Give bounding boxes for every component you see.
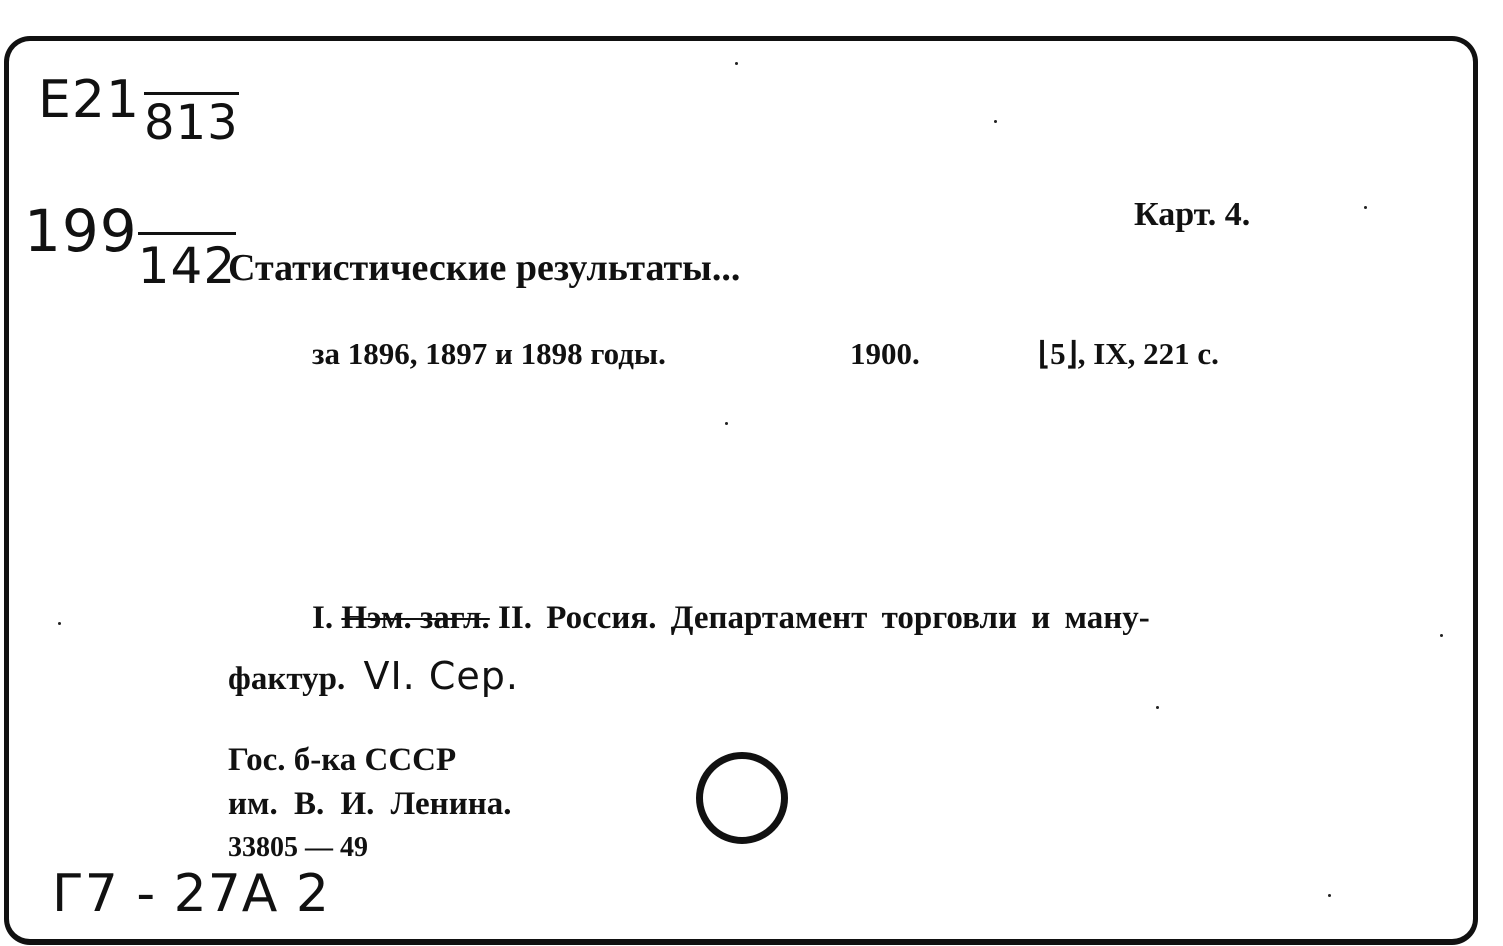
scan-speck — [58, 622, 61, 625]
bottom-code: Г7 - 27А 2 — [52, 864, 330, 924]
shelfmark-main — [24, 197, 237, 295]
record-title: Статистические результаты... — [228, 247, 741, 289]
scan-speck — [725, 422, 728, 425]
handwritten-note: VI. Сер. — [363, 654, 519, 698]
stamp-line-3: 33805 — 49 — [228, 832, 368, 863]
tracing-line-2-text: фактур. — [228, 661, 346, 697]
circle-mark — [696, 752, 788, 844]
shelfmark-top-prefix: E21 — [38, 70, 141, 130]
card-number: Карт. 4. — [1134, 196, 1251, 233]
scan-speck — [1364, 206, 1367, 209]
stamp-line-2: им. В. И. Ленина. — [228, 786, 512, 822]
shelfmark-main-number: 142 — [138, 232, 236, 295]
library-stamp — [228, 738, 511, 870]
record-pagination: ⌊5⌋, IX, 221 с. — [1038, 336, 1219, 371]
shelfmark-top-number: 813 — [144, 92, 239, 149]
tracings-line-2 — [228, 654, 519, 698]
tracing-roman-one: I. — [312, 600, 334, 636]
stamp-line-1: Гос. б-ка СССР — [228, 742, 457, 778]
record-years: за 1896, 1897 и 1898 годы. — [312, 336, 666, 371]
scan-speck — [1440, 634, 1443, 637]
shelfmark-top — [38, 70, 239, 151]
scan-speck — [1328, 894, 1331, 897]
tracing-rest: II. Россия. Департамент торговли и ману- — [498, 600, 1150, 636]
scan-speck — [735, 62, 738, 65]
tracings-line-1 — [312, 600, 1150, 637]
record-pub-year: 1900. — [850, 336, 920, 371]
scan-speck — [994, 120, 997, 123]
shelfmark-main-prefix: 199 — [24, 197, 138, 265]
scan-speck — [1156, 706, 1159, 709]
tracing-struck-text: Нэм. загл. — [341, 600, 490, 636]
